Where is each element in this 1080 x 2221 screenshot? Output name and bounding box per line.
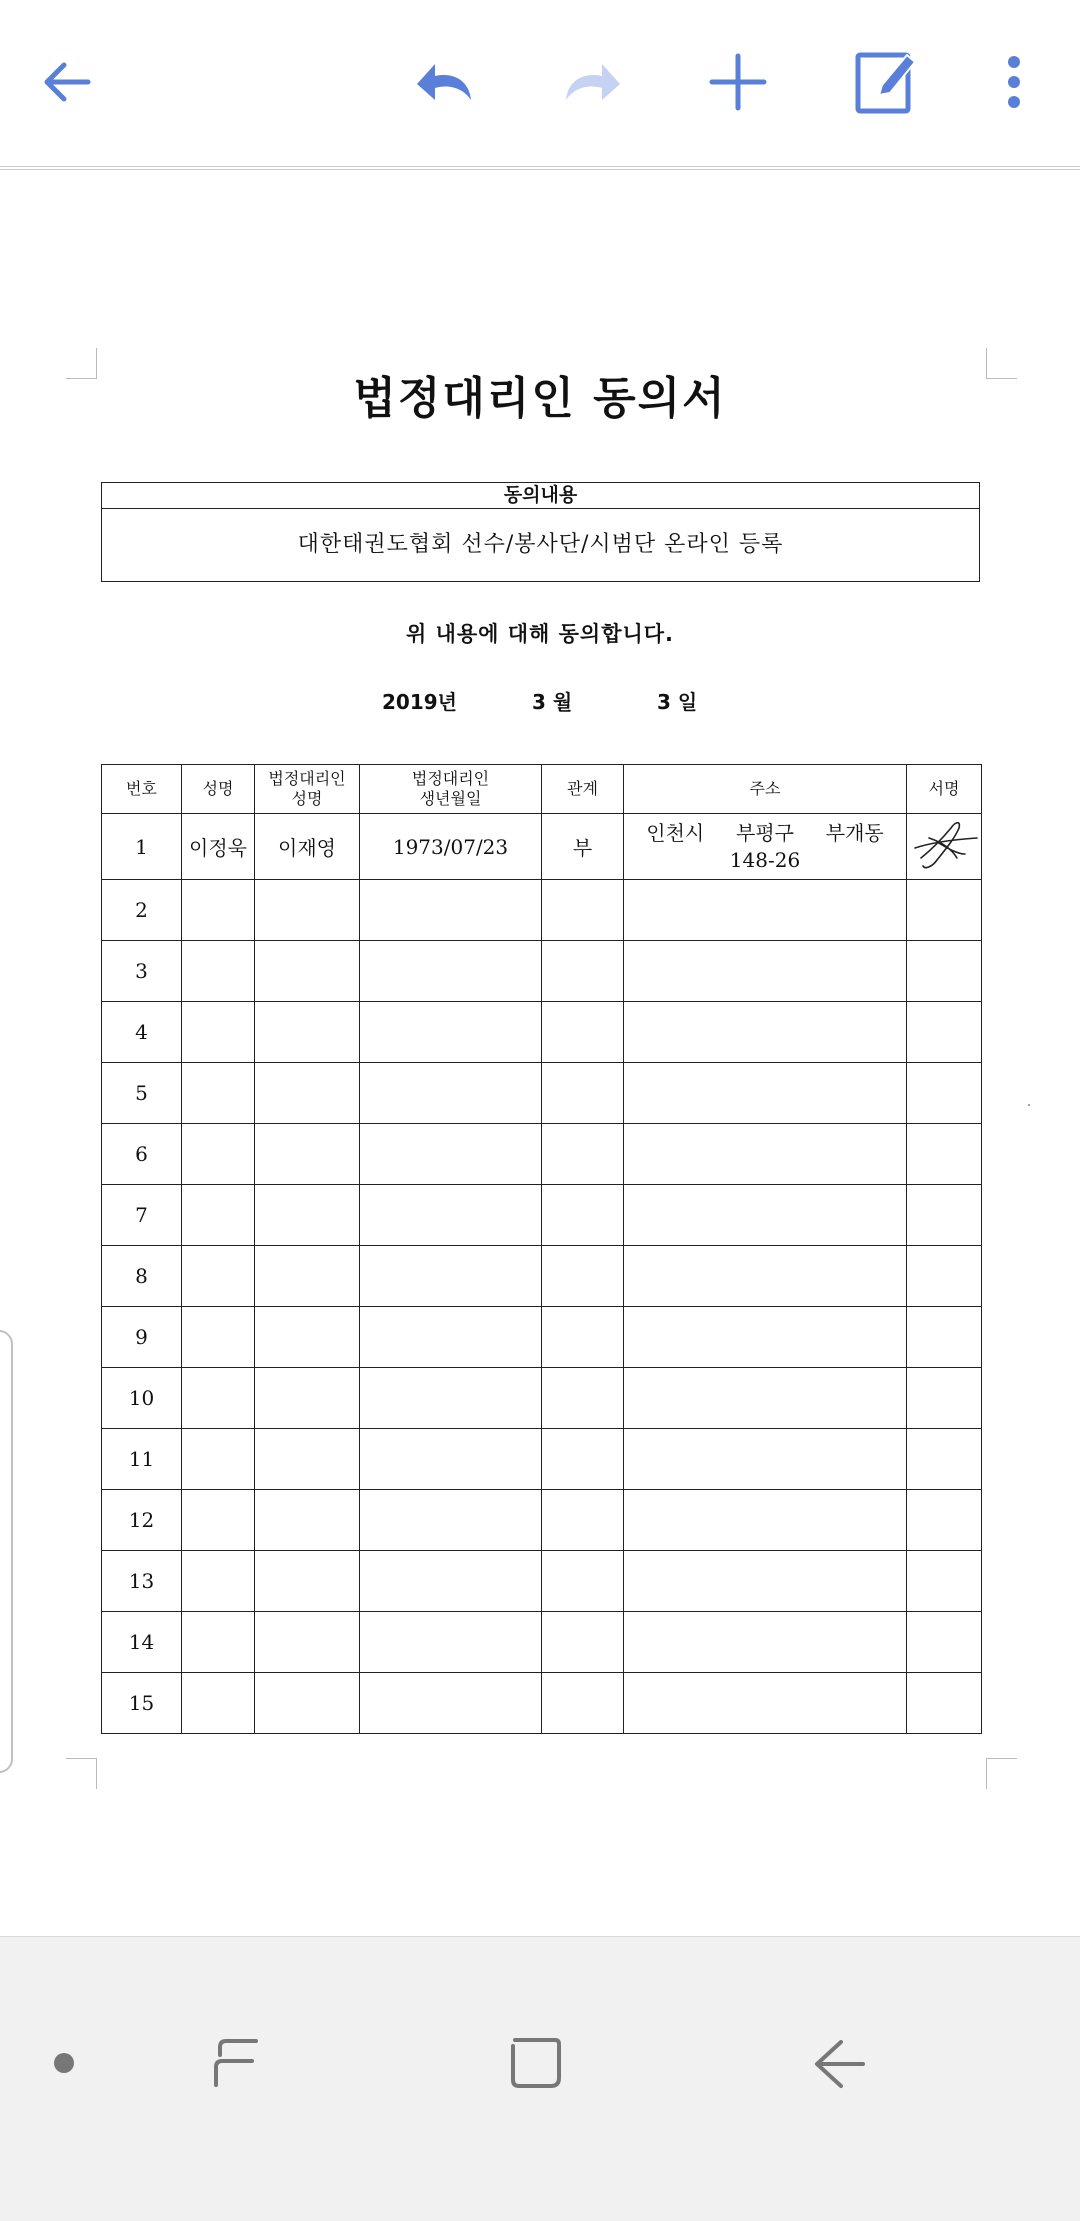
- cell-no: 2: [102, 880, 182, 941]
- cell-signature: [907, 941, 982, 1002]
- header-rep-birth: 법정대리인 생년월일: [360, 765, 542, 814]
- cell-rep-name: [255, 1551, 360, 1612]
- date-day: 3 일: [657, 690, 698, 714]
- back-icon: [811, 2034, 869, 2092]
- cell-rep-birth: [360, 1429, 542, 1490]
- cell-signature: [907, 1246, 982, 1307]
- cell-address: [624, 1612, 907, 1673]
- cell-address: [624, 1490, 907, 1551]
- table-row: [102, 1246, 982, 1307]
- add-button[interactable]: [698, 42, 778, 122]
- cell-name: [182, 1612, 255, 1673]
- cell-signature: [907, 1185, 982, 1246]
- cell-signature: [907, 1307, 982, 1368]
- cell-name: [182, 1063, 255, 1124]
- table-row: [102, 1429, 982, 1490]
- cell-address: [624, 1185, 907, 1246]
- cell-address: [624, 814, 907, 880]
- cell-rep-name: [255, 941, 360, 1002]
- table-row: [102, 1185, 982, 1246]
- cell-no: 7: [102, 1185, 182, 1246]
- cell-name: [182, 1368, 255, 1429]
- cell-signature: [907, 1612, 982, 1673]
- back-button[interactable]: [26, 42, 106, 122]
- cell-no: 9: [102, 1307, 182, 1368]
- cell-no: 3: [102, 941, 182, 1002]
- cell-signature: [907, 1673, 982, 1734]
- cell-rep-birth: [360, 1551, 542, 1612]
- cell-name: [182, 1490, 255, 1551]
- cell-relation: [542, 1551, 624, 1612]
- redo-button[interactable]: [552, 42, 632, 122]
- cell-name: [182, 1246, 255, 1307]
- cell-signature: [907, 880, 982, 941]
- assistant-dot-button[interactable]: [44, 2043, 84, 2083]
- agree-statement: 위 내용에 대해 동의합니다.: [405, 622, 675, 646]
- cell-name: [182, 1185, 255, 1246]
- guardian-table: [101, 764, 982, 1734]
- undo-button[interactable]: [405, 42, 485, 122]
- cell-relation: [542, 1307, 624, 1368]
- recent-apps-button[interactable]: [196, 2023, 276, 2103]
- recent-apps-icon: [208, 2033, 264, 2093]
- cell-rep-name: [255, 1124, 360, 1185]
- table-header-row: [102, 765, 982, 814]
- cell-name: [182, 941, 255, 1002]
- undo-icon: [413, 54, 477, 110]
- more-options-button[interactable]: [974, 42, 1054, 122]
- cell-relation: [542, 880, 624, 941]
- cell-rep-birth: [360, 1490, 542, 1551]
- cell-relation: [542, 1185, 624, 1246]
- cell-signature: [907, 1429, 982, 1490]
- cell-no: 12: [102, 1490, 182, 1551]
- cell-rep-name: [255, 1490, 360, 1551]
- table-row: [102, 1124, 982, 1185]
- cell-name: [182, 1551, 255, 1612]
- cell-signature: [907, 1063, 982, 1124]
- table-row: [102, 941, 982, 1002]
- header-rep-name: 법정대리인 성명: [255, 765, 360, 814]
- cell-name: [182, 1429, 255, 1490]
- cell-rep-name: [255, 1429, 360, 1490]
- cell-rep-name: [255, 1002, 360, 1063]
- table-row: [102, 1307, 982, 1368]
- cell-rep-name: [255, 1185, 360, 1246]
- table-row: [102, 1551, 982, 1612]
- cell-rep-name: [255, 1612, 360, 1673]
- table-row: [102, 1673, 982, 1734]
- cell-address: [624, 1368, 907, 1429]
- cell-name: [182, 1002, 255, 1063]
- document-page[interactable]: [0, 172, 1080, 1934]
- plus-icon: [708, 52, 768, 112]
- cell-no: 6: [102, 1124, 182, 1185]
- cell-no: 8: [102, 1246, 182, 1307]
- signature-image: [907, 814, 987, 874]
- document-title: 법정대리인 동의서: [353, 373, 727, 424]
- date-year: 2019년: [382, 690, 457, 714]
- cell-name: [182, 1673, 255, 1734]
- cell-signature: [907, 1551, 982, 1612]
- more-vertical-icon: [999, 52, 1029, 112]
- table-row: [102, 1612, 982, 1673]
- cell-rep-birth: [360, 1368, 542, 1429]
- cell-address: [624, 880, 907, 941]
- cell-relation: [542, 1490, 624, 1551]
- header-relation: 관계: [542, 765, 624, 814]
- cell-no: 13: [102, 1551, 182, 1612]
- cell-rep-birth: [360, 1185, 542, 1246]
- home-button[interactable]: [496, 2023, 576, 2103]
- crop-mark: [66, 1758, 97, 1789]
- cell-no: 5: [102, 1063, 182, 1124]
- cell-rep-birth: [360, 1063, 542, 1124]
- cell-rep-name: [255, 880, 360, 941]
- cell-name: [182, 1124, 255, 1185]
- header-signature: 서명: [907, 765, 982, 814]
- cell-address: [624, 1246, 907, 1307]
- cell-rep-name: [255, 1307, 360, 1368]
- date-month: 3 월: [532, 690, 573, 714]
- cell-address: [624, 1429, 907, 1490]
- system-navigation-bar: [0, 1936, 1080, 2221]
- cell-address: [624, 1307, 907, 1368]
- cell-name: 이정욱: [182, 814, 255, 880]
- cell-address: [624, 1002, 907, 1063]
- table-row: [102, 1368, 982, 1429]
- cell-address: [624, 941, 907, 1002]
- cell-rep-name: [255, 1368, 360, 1429]
- header-address: 주소: [624, 765, 907, 814]
- header-no: 번호: [102, 765, 182, 814]
- crop-mark: [986, 1758, 1017, 1789]
- table-row: [102, 1063, 982, 1124]
- cell-signature: [907, 1124, 982, 1185]
- cell-name: [182, 1307, 255, 1368]
- top-toolbar: [0, 0, 1080, 170]
- cell-rep-birth: 1973/07/23: [360, 814, 542, 880]
- cell-address: [624, 1124, 907, 1185]
- cell-name: [182, 880, 255, 941]
- edit-icon: [853, 49, 919, 115]
- cell-rep-name: [255, 1063, 360, 1124]
- cell-relation: 부: [542, 814, 624, 880]
- address-line-2: 148-26: [729, 847, 801, 872]
- cell-rep-birth: [360, 1307, 542, 1368]
- cell-rep-name: 이재영: [255, 814, 360, 880]
- cell-signature: [907, 1002, 982, 1063]
- cell-relation: [542, 1429, 624, 1490]
- cell-rep-birth: [360, 1246, 542, 1307]
- arrow-left-icon: [38, 54, 94, 110]
- cell-address: [624, 1063, 907, 1124]
- cell-rep-birth: [360, 941, 542, 1002]
- cell-rep-birth: [360, 1612, 542, 1673]
- cell-rep-name: [255, 1246, 360, 1307]
- cell-relation: [542, 1368, 624, 1429]
- cell-no: 11: [102, 1429, 182, 1490]
- consent-box: [101, 482, 980, 582]
- cell-relation: [542, 1612, 624, 1673]
- assistant-dot-icon: [53, 2052, 75, 2074]
- cell-rep-birth: [360, 1124, 542, 1185]
- cell-relation: [542, 1124, 624, 1185]
- table-row: [102, 1002, 982, 1063]
- cell-relation: [542, 1673, 624, 1734]
- cell-rep-name: [255, 1673, 360, 1734]
- table-row: [102, 814, 982, 880]
- cell-address: [624, 1673, 907, 1734]
- table-row: [102, 1490, 982, 1551]
- cell-no: 1: [102, 814, 182, 880]
- cell-relation: [542, 1246, 624, 1307]
- cell-rep-birth: [360, 1673, 542, 1734]
- cell-no: 10: [102, 1368, 182, 1429]
- consent-text: 대한태권도협회 선수/봉사단/시범단 온라인 등록: [297, 532, 784, 557]
- consent-header: 동의내용: [102, 483, 979, 509]
- cell-signature: [907, 1490, 982, 1551]
- cell-signature: [907, 814, 982, 880]
- cell-relation: [542, 941, 624, 1002]
- table-row: [102, 880, 982, 941]
- edge-panel-handle[interactable]: [0, 1330, 13, 1773]
- redo-icon: [560, 54, 624, 110]
- edit-button[interactable]: [846, 42, 926, 122]
- address-line-1: 인천시 부평구 부개동: [646, 820, 884, 845]
- cell-relation: [542, 1002, 624, 1063]
- cell-relation: [542, 1063, 624, 1124]
- cell-rep-birth: [360, 880, 542, 941]
- back-nav-button[interactable]: [800, 2023, 880, 2103]
- home-icon: [507, 2034, 565, 2092]
- cell-address: [624, 1551, 907, 1612]
- header-name: 성명: [182, 765, 255, 814]
- cell-no: 14: [102, 1612, 182, 1673]
- cell-rep-birth: [360, 1002, 542, 1063]
- cell-no: 4: [102, 1002, 182, 1063]
- cell-signature: [907, 1368, 982, 1429]
- stray-dot: [1028, 1104, 1030, 1106]
- cell-no: 15: [102, 1673, 182, 1734]
